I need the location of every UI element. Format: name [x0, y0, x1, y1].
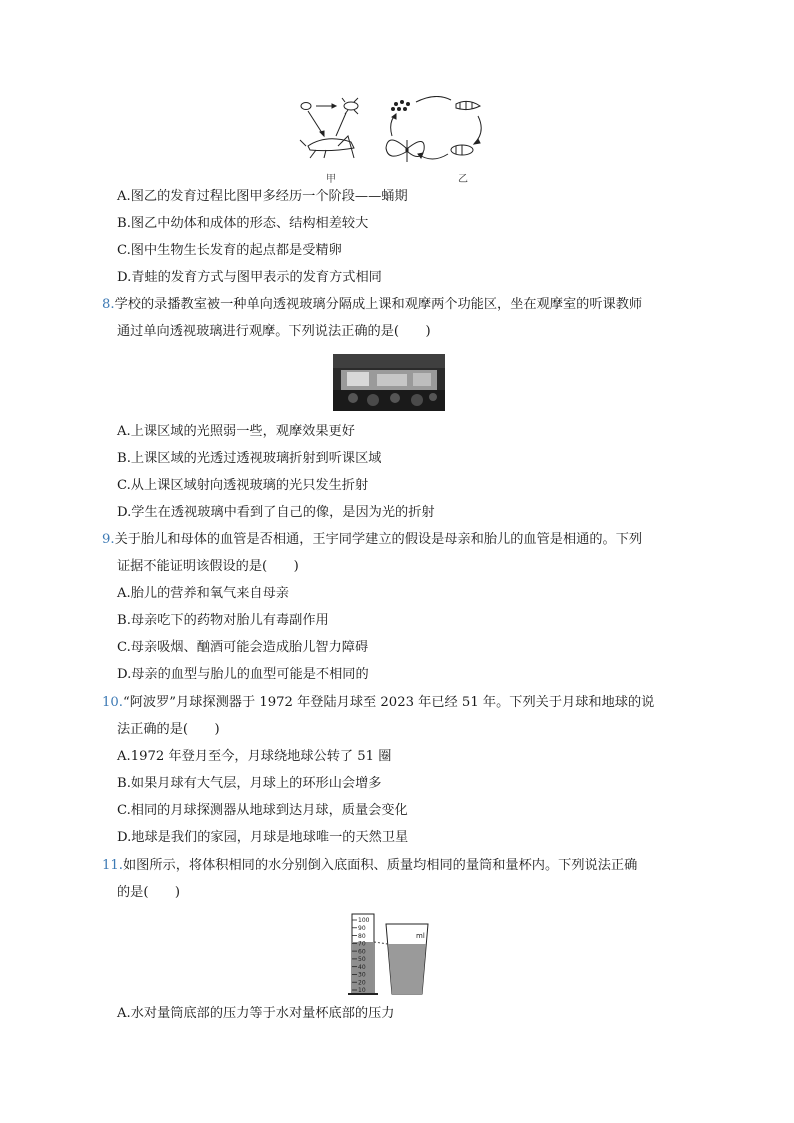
- q9-number: 9.: [102, 532, 115, 547]
- nymph-icon: [342, 98, 358, 114]
- q9-option-d: D.母亲的血型与胎儿的血型可能是不相同的: [117, 667, 369, 682]
- classroom-photo: [333, 354, 445, 411]
- q9-stem-line2: 证据不能证明该假设的是( ): [117, 559, 299, 574]
- q10-option-a: A.1972 年登月至今，月球绕地球公转了 51 圈: [117, 749, 392, 764]
- figure-label-jia: 甲: [326, 174, 336, 185]
- q11-stem-text: 如图所示，将体积相同的水分别倒入底面积、质量均相同的量筒和量杯内。下列说法正确: [122, 858, 638, 873]
- q8-stem-line2: 通过单向透视玻璃进行观摩。下列说法正确的是( ): [117, 324, 431, 339]
- q8-option-b: B.上课区域的光透过透视玻璃折射到听课区域: [117, 451, 382, 466]
- cylinder-tick-label: 80: [358, 932, 366, 940]
- egg-icon: [301, 103, 311, 110]
- q9-stem-line1: [102, 531, 642, 549]
- life-cycle-figure: [296, 96, 486, 178]
- q9-option-b: B.母亲吃下的药物对胎儿有毒副作用: [117, 613, 329, 628]
- cylinder-tick-label: 10: [358, 987, 366, 995]
- butterfly-icon: [386, 140, 424, 162]
- cylinder-tick-label: 30: [358, 971, 366, 979]
- cylinder-tick-label: 20: [358, 979, 366, 987]
- cylinder-tick-label: 90: [358, 924, 366, 932]
- q8-number: 8.: [102, 297, 115, 312]
- q10-option-b: B.如果月球有大气层，月球上的环形山会增多: [117, 776, 382, 791]
- cylinder-and-beaker-figure: [346, 910, 436, 1000]
- cylinder-tick-label: 60: [358, 948, 366, 956]
- cylinder-tick-label: 100: [358, 917, 370, 925]
- q8-option-c: C.从上课区域射向透视玻璃的光只发生折射: [117, 478, 369, 493]
- q11-stem-line2: 的是( ): [117, 885, 181, 900]
- q10-stem-line1: [102, 694, 654, 712]
- q7-option-a: A.图乙的发育过程比图甲多经历一个阶段——蛹期: [117, 189, 408, 204]
- q9-option-c: C.母亲吸烟、酗酒可能会造成胎儿智力障碍: [117, 640, 369, 655]
- q11-number: 11.: [102, 858, 123, 873]
- figure-label-yi: 乙: [458, 174, 468, 185]
- q8-option-a: A.上课区域的光照弱一些，观摩效果更好: [117, 424, 355, 439]
- q11-option-a: A.水对量筒底部的压力等于水对量杯底部的压力: [117, 1006, 395, 1021]
- q10-option-d: D.地球是我们的家园，月球是地球唯一的天然卫星: [117, 830, 409, 845]
- q9-option-a: A.胎儿的营养和氧气来自母亲: [117, 586, 289, 601]
- q10-stem-line2: 法正确的是( ): [117, 722, 220, 737]
- q11-stem-line1: [102, 857, 637, 875]
- q10-option-c: C.相同的月球探测器从地球到达月球，质量会变化: [117, 803, 408, 818]
- cylinder-tick-label: 50: [358, 956, 366, 964]
- q7-option-b: B.图乙中幼体和成体的形态、结构相差较大: [117, 216, 369, 231]
- q9-stem-text: 关于胎儿和母体的血管是否相通，王宇同学建立的假设是母亲和胎儿的血管是相通的。下列: [114, 532, 643, 547]
- q7-option-c: C.图中生物生长发育的起点都是受精卵: [117, 243, 342, 258]
- complete-metamorphosis-diagram: [386, 96, 481, 162]
- larva-icon: [456, 101, 480, 110]
- q10-number: 10.: [102, 695, 123, 710]
- eggs-icon: [391, 100, 410, 111]
- measuring-beaker: [374, 924, 428, 994]
- q7-option-d: D.青蛙的发育方式与图甲表示的发育方式相同: [117, 270, 382, 285]
- q8-stem-text: 学校的录播教室被一种单向透视玻璃分隔成上课和观摩两个功能区，坐在观摩室的听课教师: [114, 297, 643, 312]
- pupa-icon: [451, 145, 473, 155]
- incomplete-metamorphosis-diagram: [300, 98, 358, 158]
- beaker-unit-label: ml: [416, 932, 425, 940]
- grasshopper-icon: [300, 136, 354, 158]
- q8-stem-line1: [102, 296, 642, 314]
- q10-stem-text: “阿波罗”月球探测器于 1972 年登陆月球至 2023 年已经 51 年。下列关于月球和地球的说: [122, 695, 655, 710]
- graduated-cylinder: [348, 914, 378, 994]
- q8-option-d: D.学生在透视玻璃中看到了自己的像，是因为光的折射: [117, 505, 435, 520]
- cylinder-tick-label: 70: [358, 940, 366, 948]
- cylinder-tick-label: 40: [358, 963, 366, 971]
